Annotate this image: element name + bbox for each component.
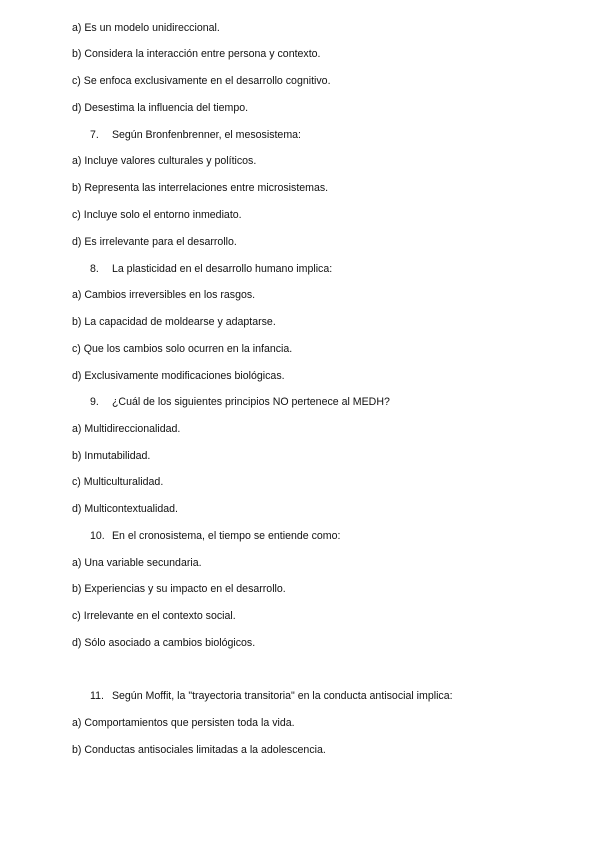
question-text: En el cronosistema, el tiempo se entiende como: (111, 530, 341, 542)
question-10 (90, 529, 340, 543)
q10-option-a: a) Una variable secundaria. (72, 557, 202, 569)
q9-option-b: b) Inmutabilidad. (72, 450, 151, 462)
q10-option-d: d) Sólo asociado a cambios biológicos. (72, 637, 256, 649)
q7-option-c: c) Incluye solo el entorno inmediato. (72, 209, 242, 221)
question-text: ¿Cuál de los siguientes principios NO pertenece al MEDH? (111, 396, 390, 408)
q9-option-c: c) Multiculturalidad. (72, 476, 164, 488)
q8-option-b: b) La capacidad de moldearse y adaptarse. (72, 316, 276, 328)
q6-option-c: c) Se enfoca exclusivamente en el desarrollo cognitivo. (72, 75, 331, 87)
question-number: 7. (90, 129, 99, 141)
q7-option-b: b) Representa las interrelaciones entre microsistemas. (72, 182, 329, 194)
question-number: 8. (90, 263, 99, 275)
q10-option-b: b) Experiencias y su impacto en el desarrollo. (72, 583, 286, 595)
q6-option-d: d) Desestima la influencia del tiempo. (72, 102, 249, 114)
question-text: Según Bronfenbrenner, el mesosistema: (111, 129, 301, 141)
q9-option-d: d) Multicontextualidad. (72, 503, 178, 515)
question-number: 11. (90, 690, 104, 702)
q7-option-a: a) Incluye valores culturales y políticos. (72, 155, 257, 167)
q9-option-a: a) Multidireccionalidad. (72, 423, 181, 435)
q11-option-a: a) Comportamientos que persisten toda la vida. (72, 717, 295, 729)
q8-option-a: a) Cambios irreversibles en los rasgos. (72, 289, 256, 301)
question-7 (90, 128, 301, 142)
q8-option-d: d) Exclusivamente modificaciones biológicas. (72, 370, 285, 382)
q8-option-c: c) Que los cambios solo ocurren en la infancia. (72, 343, 293, 355)
question-text: Según Moffit, la "trayectoria transitoria" en la conducta antisocial implica: (111, 690, 453, 702)
q11-option-b: b) Conductas antisociales limitadas a la adolescencia. (72, 744, 326, 756)
q6-option-a: a) Es un modelo unidireccional. (72, 22, 220, 34)
q10-option-c: c) Irrelevante en el contexto social. (72, 610, 236, 622)
question-number: 9. (90, 396, 99, 408)
question-9 (90, 395, 390, 409)
question-number: 10. (90, 530, 105, 542)
q6-option-b: b) Considera la interacción entre persona y contexto. (72, 48, 321, 60)
question-8 (90, 262, 332, 276)
q7-option-d: d) Es irrelevante para el desarrollo. (72, 236, 237, 248)
question-11 (90, 689, 453, 703)
question-text: La plasticidad en el desarrollo humano implica: (111, 263, 333, 275)
